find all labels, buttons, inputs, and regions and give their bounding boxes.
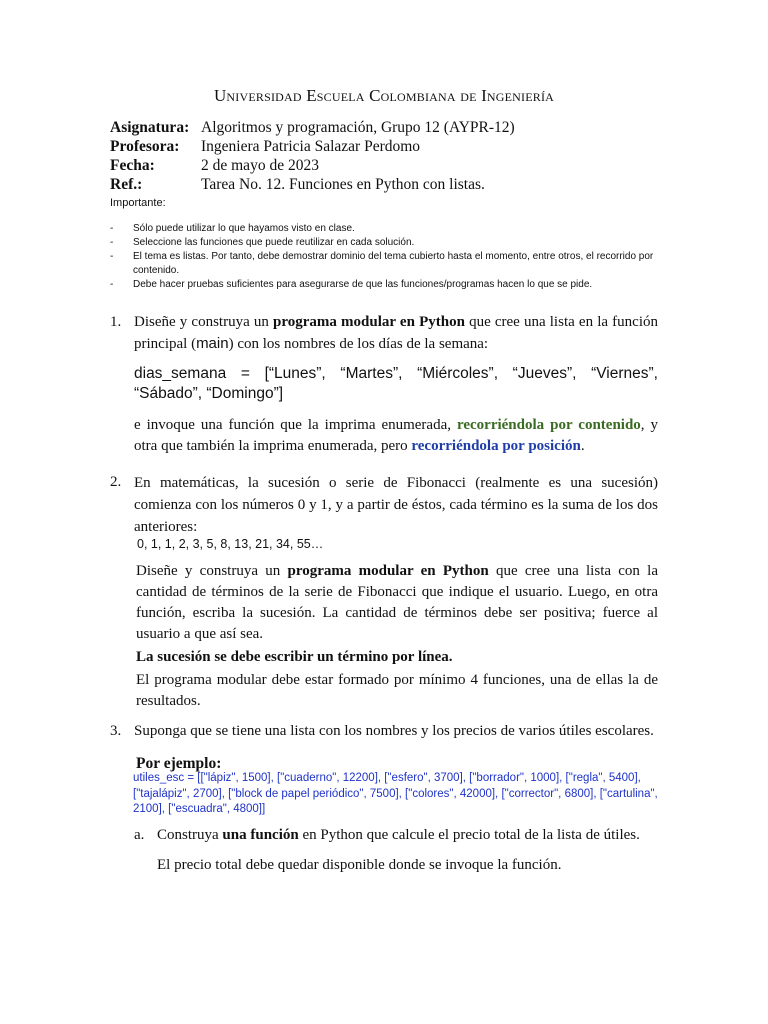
weekdays-code: dias_semana = [“Lunes”, “Martes”, “Miércoles”, “Jueves”, “Viernes”, “Sábado”, “Domingo”] (134, 365, 658, 402)
meta-row-subject (110, 118, 515, 137)
question-1-instructions: e invoque una función que la imprima enumerada, recorriéndola por contenido, y otra que también la imprima enumerada, pero recorriéndola por posición. (134, 417, 659, 454)
meta-row-date (110, 156, 515, 175)
course-info (110, 118, 515, 194)
meta-key: Profesora: (110, 138, 180, 155)
question-3-intro: Suponga que se tiene una lista con los nombres y los precios de varios útiles escolares. (134, 723, 654, 739)
question-3a-text: Construya una función en Python que calcule el precio total de la lista de útiles. (157, 827, 640, 843)
important-list (110, 222, 670, 292)
meta-value: Tarea No. 12. Funciones en Python con listas. (201, 176, 485, 193)
list-item: - El tema es listas. Por tanto, debe demostrar dominio del tema cubierto hasta el momento, entre otros, el recorrido por contenido. (110, 251, 654, 276)
list-item: - Sólo puede utilizar lo que hayamos visto en clase. (110, 223, 355, 234)
meta-row-professor (110, 137, 515, 156)
question-number: 1. (110, 314, 122, 330)
meta-value: Algoritmos y programación, Grupo 12 (AYPR-12) (201, 119, 515, 136)
meta-value: 2 de mayo de 2023 (201, 157, 319, 174)
example-label: Por ejemplo: (136, 755, 222, 772)
list-item: - Seleccione las funciones que puede reutilizar en cada solución. (110, 237, 415, 248)
important-label: Importante: (110, 197, 166, 209)
question-2-modular-note: El programa modular debe estar formado por mínimo 4 funciones, una de ellas la de resultados. (136, 672, 658, 709)
question-2-bold-note: La sucesión se debe escribir un término por línea. (136, 649, 453, 665)
meta-key: Ref.: (110, 176, 143, 193)
question-1-intro: Diseñe y construya un programa modular en Python que cree una lista en la función principal (main) con los nombres de los días de la semana: (134, 314, 658, 352)
question-2-intro: En matemáticas, la sucesión o serie de Fibonacci (realmente es una sucesión) comienza con los números 0 y 1, y a partir de éstos, cada término es la suma de los dos anteriores: (134, 475, 658, 535)
fibonacci-sequence: 0, 1, 1, 2, 3, 5, 8, 13, 21, 34, 55… (137, 537, 324, 551)
university-title: Universidad Escuela Colombiana de Ingeniería (213, 86, 555, 105)
question-number: 2. (110, 474, 122, 490)
question-3a-note: El precio total debe quedar disponible donde se invoque la función. (157, 857, 562, 873)
utiles-code: utiles_esc = [["lápiz", 1500], ["cuaderno", 12200], ["esfero", 3700], ["borrador", 1000], ["regla", 5400], ["tajalápiz", 2700], ["block de papel periódico", 7500], ["colores", 42000], ["corrector", 6800], ["cartulina", 2100], ["escuadra", 4800]] (133, 772, 658, 815)
list-item: - Debe hacer pruebas suficientes para asegurarse de que las funciones/programas hacen lo que se pide. (110, 279, 593, 290)
meta-key: Asignatura: (110, 119, 190, 136)
meta-row-ref (110, 175, 515, 194)
question-2-instructions: Diseñe y construya un programa modular en Python que cree una lista con la cantidad de términos de la serie de Fibonacci que indique el usuario. Luego, en otra función, escriba la sucesión. La cantidad de términos debe ser positiva; fuerce al usuario a que así sea. (136, 563, 659, 642)
meta-value: Ingeniera Patricia Salazar Perdomo (201, 138, 421, 155)
meta-key: Fecha: (110, 157, 155, 174)
question-number: 3. (110, 723, 122, 739)
sub-item-letter: a. (134, 827, 145, 843)
